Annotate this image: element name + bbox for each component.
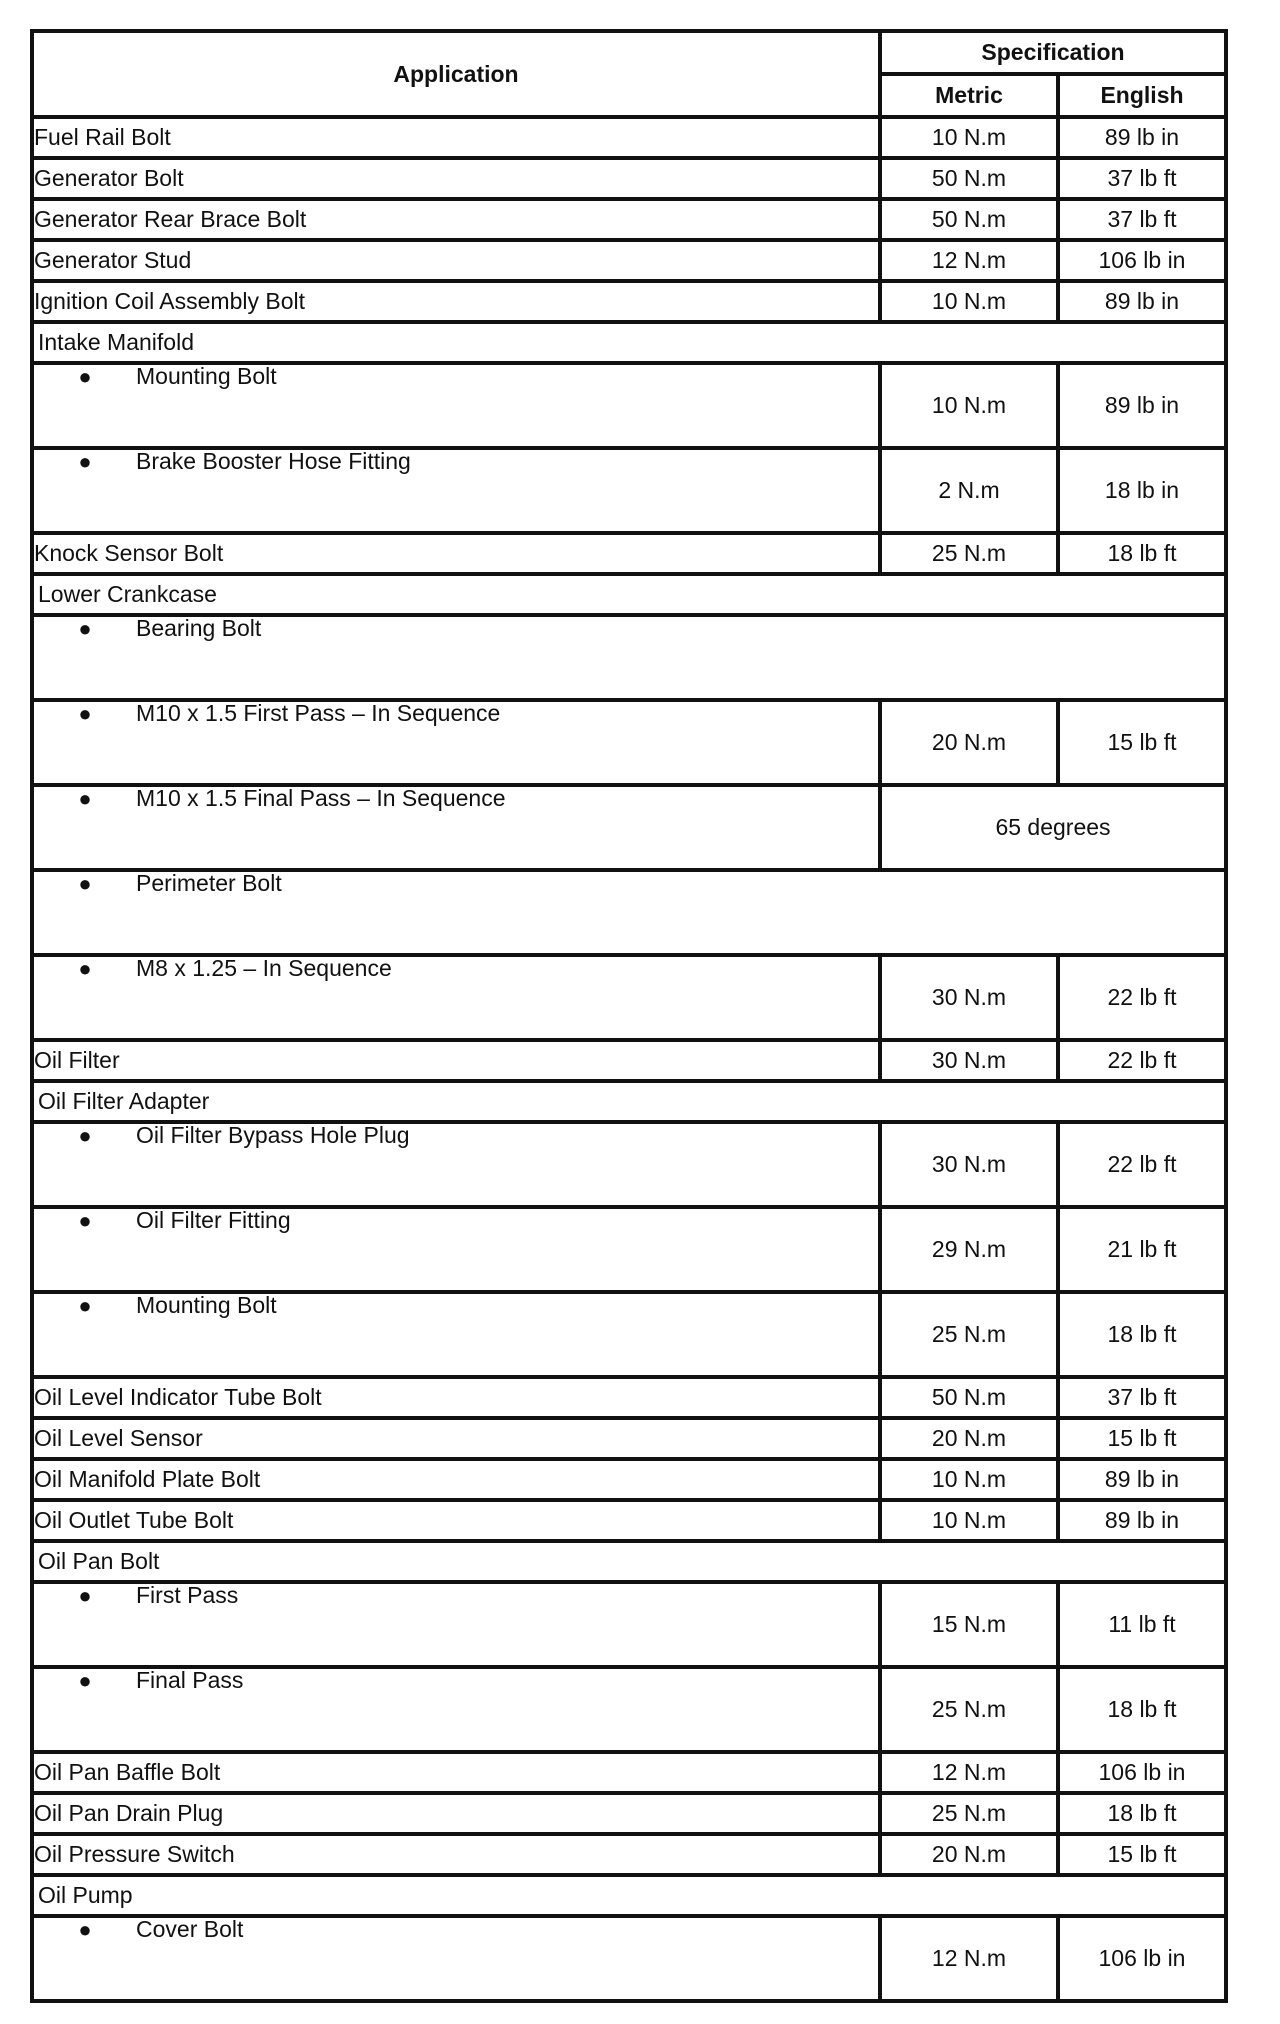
metric-cell: 50 N.m bbox=[880, 158, 1058, 199]
bullet-icon: ● bbox=[78, 1917, 92, 1942]
metric-cell: 30 N.m bbox=[880, 955, 1058, 1040]
english-cell: 18 lb ft bbox=[1058, 533, 1226, 574]
english-cell: 22 lb ft bbox=[1058, 1122, 1226, 1207]
metric-cell: 10 N.m bbox=[880, 1500, 1058, 1541]
table-row bbox=[32, 700, 1226, 785]
bulleted-item bbox=[34, 450, 878, 473]
metric-cell: 12 N.m bbox=[880, 240, 1058, 281]
application-cell: Oil Manifold Plate Bolt bbox=[32, 1459, 880, 1500]
table-row bbox=[32, 240, 1226, 281]
application-cell bbox=[32, 870, 1226, 955]
group-header-row bbox=[32, 1541, 1226, 1582]
application-cell bbox=[32, 700, 880, 785]
english-cell: 106 lb in bbox=[1058, 1752, 1226, 1793]
bullet-icon: ● bbox=[78, 1293, 92, 1318]
table-header bbox=[32, 31, 1226, 117]
english-cell: 106 lb in bbox=[1058, 1916, 1226, 2001]
group-header-row bbox=[32, 322, 1226, 363]
table-row bbox=[32, 1667, 1226, 1752]
torque-spec-table bbox=[30, 29, 1228, 2003]
english-cell: 89 lb in bbox=[1058, 117, 1226, 158]
bulleted-item bbox=[34, 1294, 878, 1317]
table-row bbox=[32, 363, 1226, 448]
metric-cell: 25 N.m bbox=[880, 1793, 1058, 1834]
metric-header: Metric bbox=[880, 74, 1058, 117]
english-cell: 18 lb ft bbox=[1058, 1793, 1226, 1834]
specification-header: Specification bbox=[880, 31, 1226, 74]
metric-cell: 15 N.m bbox=[880, 1582, 1058, 1667]
english-cell: 89 lb in bbox=[1058, 1459, 1226, 1500]
table-row bbox=[32, 1292, 1226, 1377]
english-cell: 89 lb in bbox=[1058, 281, 1226, 322]
bulleted-item bbox=[34, 872, 1224, 895]
application-label: Cover Bolt bbox=[136, 1916, 244, 1942]
table-row bbox=[32, 1793, 1226, 1834]
bulleted-item bbox=[34, 1669, 878, 1692]
application-cell: Oil Pan Baffle Bolt bbox=[32, 1752, 880, 1793]
metric-cell: 30 N.m bbox=[880, 1122, 1058, 1207]
table-row bbox=[32, 1377, 1226, 1418]
metric-cell: 50 N.m bbox=[880, 199, 1058, 240]
application-cell: Oil Pressure Switch bbox=[32, 1834, 880, 1875]
bullet-icon: ● bbox=[78, 956, 92, 981]
metric-cell: 20 N.m bbox=[880, 700, 1058, 785]
metric-cell: 10 N.m bbox=[880, 363, 1058, 448]
application-cell: Oil Level Indicator Tube Bolt bbox=[32, 1377, 880, 1418]
application-cell bbox=[32, 1667, 880, 1752]
metric-cell: 25 N.m bbox=[880, 1292, 1058, 1377]
english-cell: 37 lb ft bbox=[1058, 199, 1226, 240]
application-cell: Generator Stud bbox=[32, 240, 880, 281]
english-cell: 18 lb ft bbox=[1058, 1667, 1226, 1752]
bullet-icon: ● bbox=[78, 1123, 92, 1148]
table-body bbox=[32, 117, 1226, 2001]
table-row bbox=[32, 870, 1226, 955]
table-row bbox=[32, 1418, 1226, 1459]
application-cell bbox=[32, 1582, 880, 1667]
application-cell bbox=[32, 1122, 880, 1207]
bullet-icon: ● bbox=[78, 616, 92, 641]
metric-cell: 25 N.m bbox=[880, 533, 1058, 574]
table-row bbox=[32, 955, 1226, 1040]
english-cell: 15 lb ft bbox=[1058, 1834, 1226, 1875]
group-header-cell: Oil Pan Bolt bbox=[32, 1541, 1226, 1582]
application-label: Perimeter Bolt bbox=[136, 870, 282, 896]
group-header-cell: Intake Manifold bbox=[32, 322, 1226, 363]
bullet-icon: ● bbox=[78, 871, 92, 896]
english-cell: 21 lb ft bbox=[1058, 1207, 1226, 1292]
group-header-cell: Oil Pump bbox=[32, 1875, 1226, 1916]
metric-cell: 20 N.m bbox=[880, 1418, 1058, 1459]
bullet-icon: ● bbox=[78, 364, 92, 389]
bulleted-item bbox=[34, 365, 878, 388]
application-cell bbox=[32, 1916, 880, 2001]
bullet-icon: ● bbox=[78, 701, 92, 726]
application-label: Bearing Bolt bbox=[136, 615, 262, 641]
table-row bbox=[32, 1207, 1226, 1292]
group-header-row bbox=[32, 1875, 1226, 1916]
table-row bbox=[32, 1834, 1226, 1875]
application-cell: Oil Level Sensor bbox=[32, 1418, 880, 1459]
bulleted-item bbox=[34, 1124, 878, 1147]
bulleted-item bbox=[34, 1209, 878, 1232]
english-cell: 89 lb in bbox=[1058, 1500, 1226, 1541]
table-row bbox=[32, 785, 1226, 870]
bullet-icon: ● bbox=[78, 786, 92, 811]
application-cell bbox=[32, 785, 880, 870]
table-row bbox=[32, 199, 1226, 240]
application-label: Final Pass bbox=[136, 1667, 244, 1693]
table-row bbox=[32, 1459, 1226, 1500]
metric-cell: 20 N.m bbox=[880, 1834, 1058, 1875]
table-row bbox=[32, 281, 1226, 322]
application-cell: Ignition Coil Assembly Bolt bbox=[32, 281, 880, 322]
application-cell bbox=[32, 955, 880, 1040]
application-label: Brake Booster Hose Fitting bbox=[136, 448, 411, 474]
application-label: M10 x 1.5 Final Pass – In Sequence bbox=[136, 785, 506, 811]
table-row bbox=[32, 1752, 1226, 1793]
metric-cell: 25 N.m bbox=[880, 1667, 1058, 1752]
application-cell: Oil Filter bbox=[32, 1040, 880, 1081]
bulleted-item bbox=[34, 702, 878, 725]
application-cell: Oil Outlet Tube Bolt bbox=[32, 1500, 880, 1541]
application-header: Application bbox=[32, 31, 880, 117]
english-header: English bbox=[1058, 74, 1226, 117]
english-cell: 106 lb in bbox=[1058, 240, 1226, 281]
english-cell: 15 lb ft bbox=[1058, 700, 1226, 785]
english-cell: 22 lb ft bbox=[1058, 955, 1226, 1040]
english-cell: 37 lb ft bbox=[1058, 158, 1226, 199]
bulleted-item bbox=[34, 787, 878, 810]
english-cell: 18 lb in bbox=[1058, 448, 1226, 533]
table-row bbox=[32, 533, 1226, 574]
angle-spec-cell: 65 degrees bbox=[880, 785, 1226, 870]
english-cell: 18 lb ft bbox=[1058, 1292, 1226, 1377]
english-cell: 15 lb ft bbox=[1058, 1418, 1226, 1459]
metric-cell: 10 N.m bbox=[880, 1459, 1058, 1500]
metric-cell: 2 N.m bbox=[880, 448, 1058, 533]
metric-cell: 29 N.m bbox=[880, 1207, 1058, 1292]
english-cell: 11 lb ft bbox=[1058, 1582, 1226, 1667]
application-label: M10 x 1.5 First Pass – In Sequence bbox=[136, 700, 501, 726]
group-header-row bbox=[32, 574, 1226, 615]
group-header-cell: Lower Crankcase bbox=[32, 574, 1226, 615]
table-row bbox=[32, 158, 1226, 199]
bulleted-item bbox=[34, 1918, 878, 1941]
application-label: Oil Filter Bypass Hole Plug bbox=[136, 1122, 410, 1148]
application-cell: Knock Sensor Bolt bbox=[32, 533, 880, 574]
application-cell bbox=[32, 363, 880, 448]
metric-cell: 50 N.m bbox=[880, 1377, 1058, 1418]
metric-cell: 30 N.m bbox=[880, 1040, 1058, 1081]
bullet-icon: ● bbox=[78, 449, 92, 474]
bulleted-item bbox=[34, 1584, 878, 1607]
table-row bbox=[32, 1916, 1226, 2001]
metric-cell: 12 N.m bbox=[880, 1752, 1058, 1793]
english-cell: 89 lb in bbox=[1058, 363, 1226, 448]
table-row bbox=[32, 1500, 1226, 1541]
application-cell bbox=[32, 1292, 880, 1377]
application-label: Mounting Bolt bbox=[136, 363, 277, 389]
application-cell: Fuel Rail Bolt bbox=[32, 117, 880, 158]
metric-cell: 10 N.m bbox=[880, 117, 1058, 158]
table-row bbox=[32, 117, 1226, 158]
application-cell bbox=[32, 615, 1226, 700]
application-label: Mounting Bolt bbox=[136, 1292, 277, 1318]
application-cell bbox=[32, 1207, 880, 1292]
group-header-row bbox=[32, 1081, 1226, 1122]
application-label: First Pass bbox=[136, 1582, 239, 1608]
application-cell: Generator Bolt bbox=[32, 158, 880, 199]
table-row bbox=[32, 1122, 1226, 1207]
group-header-cell: Oil Filter Adapter bbox=[32, 1081, 1226, 1122]
table-row bbox=[32, 448, 1226, 533]
bulleted-item bbox=[34, 617, 1224, 640]
english-cell: 22 lb ft bbox=[1058, 1040, 1226, 1081]
application-cell: Generator Rear Brace Bolt bbox=[32, 199, 880, 240]
metric-cell: 12 N.m bbox=[880, 1916, 1058, 2001]
bulleted-item bbox=[34, 957, 878, 980]
table-row bbox=[32, 1582, 1226, 1667]
application-label: Oil Filter Fitting bbox=[136, 1207, 291, 1233]
table-row bbox=[32, 1040, 1226, 1081]
bullet-icon: ● bbox=[78, 1668, 92, 1693]
metric-cell: 10 N.m bbox=[880, 281, 1058, 322]
bullet-icon: ● bbox=[78, 1208, 92, 1233]
application-cell bbox=[32, 448, 880, 533]
english-cell: 37 lb ft bbox=[1058, 1377, 1226, 1418]
application-label: M8 x 1.25 – In Sequence bbox=[136, 955, 392, 981]
bullet-icon: ● bbox=[78, 1583, 92, 1608]
application-cell: Oil Pan Drain Plug bbox=[32, 1793, 880, 1834]
table-row bbox=[32, 615, 1226, 700]
